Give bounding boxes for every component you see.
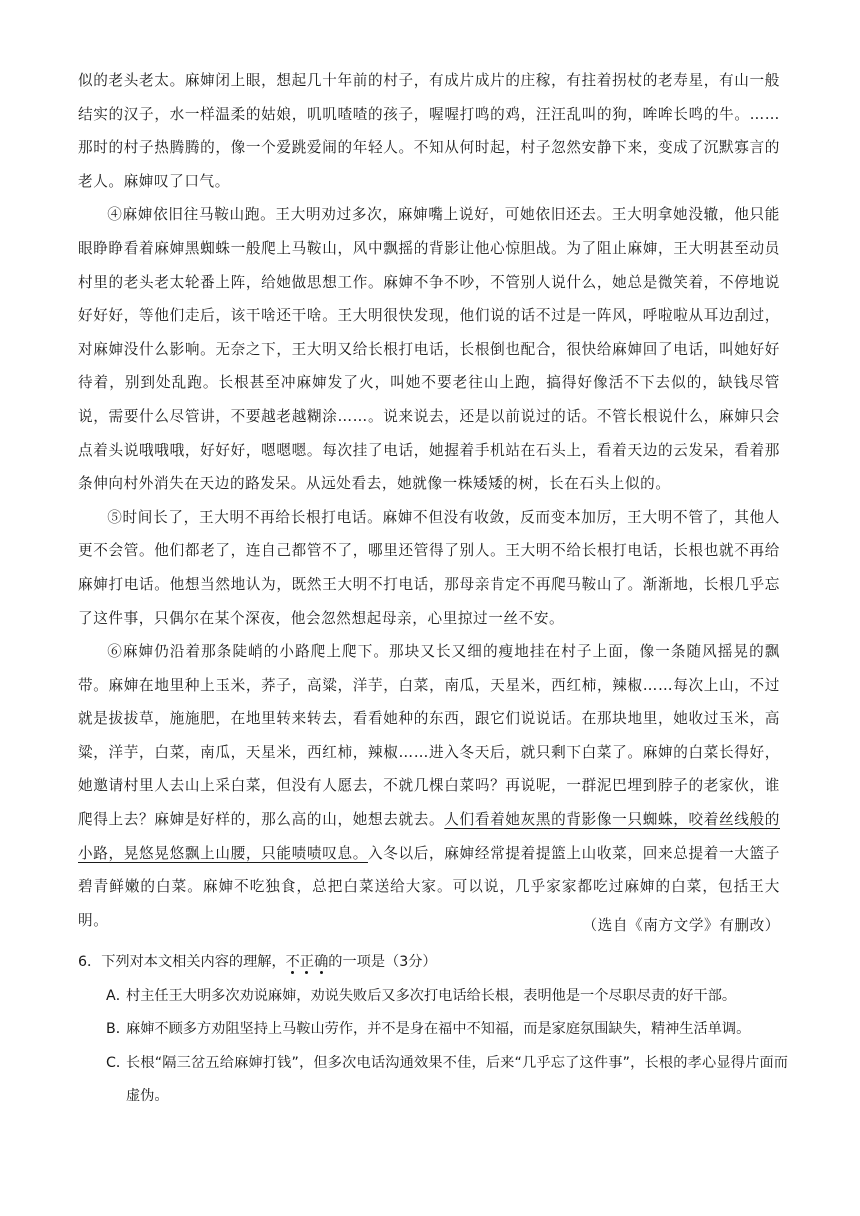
paragraph-6-text-before: ⑥麻婶仍沿着那条陡峭的小路爬上爬下。那块又长又细的瘦地挂在村子上面，像一条随风摇晃的飘带。麻婶在地里种上玉米，荞子，高粱，洋芋，白菜，南瓜，天星米，西红柿，辣椒……每次上山，不过就是拔拔草，施施肥，在地里转来转去，看看她种的东西，跟它们说说话。在那块地里，她收过玉米，高粱，洋芋，白菜，南瓜，天星米，西红柿，辣椒……进入冬天后，就只剩下白菜了。麻婶的白菜长得好，她邀请村里人去山上采白菜，但没有人愿去，不就几棵白菜吗？再说呢，一群泥巴埋到脖子的老家伙，谁爬得上去？麻婶是好样的，那么高的山，她想去就去。 — [78, 643, 780, 829]
option-b-text: 麻婶不顾多方劝阻坚持上马鞍山劳作，并不是身在福中不知福，而是家庭氛围缺失，精神生活单调。 — [126, 1021, 751, 1037]
paragraph-6 — [78, 635, 780, 937]
source-citation: （选自《南方文学》有删改） — [582, 917, 780, 934]
paragraph-5: ⑤时间长了，王大明不再给长根打电话。麻婶不但没有收敛，反而变本加厉，王大明不管了，其他人更不会管。他们都老了，连自己都管不了，哪里还管得了别人。王大明不给长根打电话，长根也就不再给麻婶打电话。他想当然地认为，既然王大明不打电话，那母亲肯定不再爬马鞍山了。渐渐地，长根几乎忘了这件事，只偶尔在某个深夜，他会忽然想起母亲，心里掠过一丝不安。 — [78, 508, 780, 627]
option-c[interactable] — [78, 1047, 788, 1114]
reading-passage — [78, 64, 780, 937]
paragraph-continued: 似的老头老太。麻婶闭上眼，想起几十年前的村子，有成片成片的庄稼，有拄着拐杖的老寿星，有山一般结实的汉子，水一样温柔的姑娘，叽叽喳喳的孩子，喔喔打鸣的鸡，汪汪乱叫的狗，哞哞长鸣的牛。……那时的村子热腾腾的，像一个爱跳爱闹的年轻人。不知从何时起，村子忽然安静下来，变成了沉默寡言的老人。麻婶叹了口气。 — [78, 72, 780, 190]
underlined-sentence: 人们看着她灰黑的背影像一只蜘蛛，咬着丝线般的小路，晃悠晃悠飘上山腰，只能啧啧叹息。 — [78, 811, 780, 862]
emphasis-char-3: 确 — [314, 954, 329, 970]
emphasis-char-2: 正 — [299, 954, 315, 970]
option-a-text: 村主任王大明多次劝说麻婶，劝说失败后又多次打电话给长根，表明他是一个尽职尽责的好干部。 — [126, 987, 737, 1004]
option-a[interactable] — [78, 980, 788, 1014]
paragraph-6-text-after: 入冬以后，麻婶经常提着提篮上山收菜，回来总提着一大篮子碧青鲜嫩的白菜。麻婶不吃独食，总把白菜送给大家。可以说，几乎家家都吃过麻婶的白菜，包括王大明。 — [78, 844, 780, 929]
option-b-letter: B． — [106, 1021, 130, 1037]
paragraph-4: ④麻婶依旧往马鞍山跑。王大明劝过多次，麻婶嘴上说好，可她依旧还去。王大明拿她没辙，他只能眼睁睁看着麻婶黑蜘蛛一般爬上马鞍山，风中飘摇的背影让他心惊胆战。为了阻止麻婶，王大明甚至动员村里的老头老太轮番上阵，给她做思想工作。麻婶不争不吵，不管别人说什么，她总是微笑着，不停地说好好好，等他们走后，该干啥还干啥。王大明很快发现，他们说的话不过是一阵风，呼啦啦从耳边刮过，对麻婶没什么影响。无奈之下，王大明又给长根打电话，长根倒也配合，很快给麻婶回了电话，叫她好好待着，别到处乱跑。长根甚至冲麻婶发了火，叫她不要老往山上跑，搞得好像活不下去似的，缺钱尽管说，需要什么尽管讲，不要越老越糊涂……。说来说去，还是以前说过的话。不管长根说什么，麻婶只会点着头说哦哦哦，好好好，嗯嗯嗯。每次挂了电话，她握着手机站在石头上，看着天边的云发呆，看着那条伸向村外消失在天边的路发呆。从远处看去，她就像一株矮矮的树，长在石头上似的。 — [78, 206, 780, 493]
option-c-text: 长根“隔三岔五给麻婶打钱”，但多次电话沟通效果不佳，后来“几乎忘了这件事”，长根的孝心显得片面而虚伪。 — [126, 1054, 788, 1104]
option-b[interactable] — [78, 1013, 788, 1047]
option-c-letter: C． — [106, 1054, 131, 1071]
question-6 — [78, 946, 788, 1114]
emphasis-char-1: 不 — [285, 954, 300, 970]
question-stem-before: 6．下列对本文相关内容的理解， — [78, 954, 286, 970]
question-stem — [78, 946, 788, 980]
option-a-letter: A． — [106, 987, 130, 1004]
question-stem-after: 的一项是（3分） — [328, 954, 437, 970]
